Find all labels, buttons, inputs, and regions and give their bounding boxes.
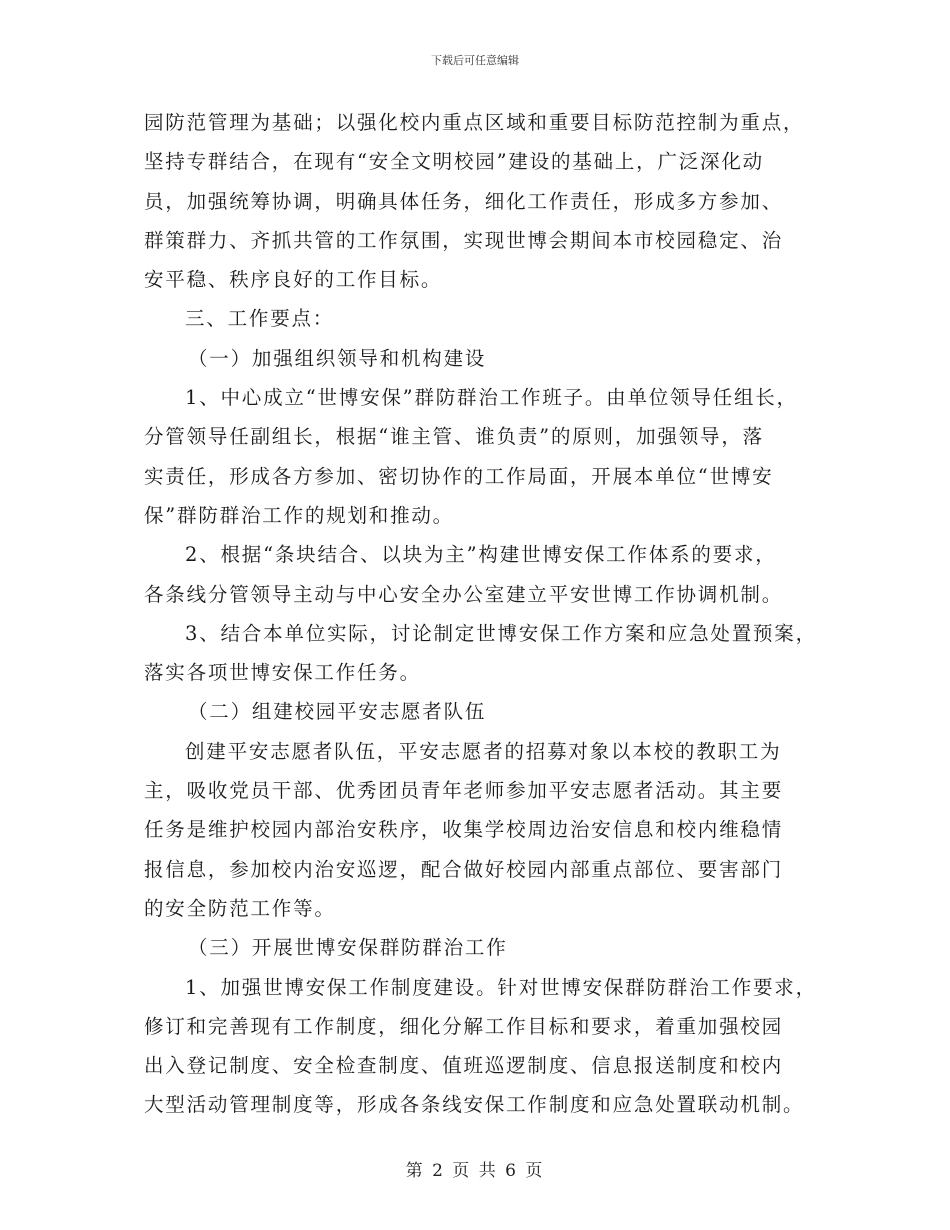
text-line: 坚持专群结合，在现有“安全文明校园”建设的基础上，广泛深化动 — [144, 150, 764, 174]
text-line: 园防范管理为基础；以强化校内重点区域和重要目标防范控制为重点， — [144, 111, 805, 134]
section-heading-line: （一）加强组织领导和机构建设 — [188, 346, 487, 370]
text-line: 各条线分管领导主动与中心安全办公室建立平安世博工作协调机制。 — [144, 582, 784, 606]
text-line: 1、加强世博安保工作制度建设。针对世博安保群防群治工作要求， — [185, 975, 817, 999]
text-line: 主，吸收党员干部、优秀团员青年老师参加平安志愿者活动。其主要 — [144, 779, 784, 803]
text-line: 分管领导任副组长，根据“谁主管、谁负责”的原则，加强领导，落 — [144, 425, 764, 449]
page-number-footer: 第 2 页 共 6 页 — [405, 1161, 545, 1181]
text-line: 1、中心成立“世博安保”群防群治工作班子。由单位领导任组长， — [185, 386, 798, 410]
section-heading-line: （二）组建校园平安志愿者队伍 — [188, 700, 487, 724]
text-line: 出入登记制度、安全检查制度、值班巡逻制度、信息报送制度和校内 — [144, 1054, 784, 1078]
text-line: 群策群力、齐抓共管的工作氛围，实现世博会期间本市校园稳定、治 — [144, 228, 784, 252]
text-line: 三、工作要点： — [185, 307, 335, 331]
text-line: 3、结合本单位实际，讨论制定世博安保工作方案和应急处置预案， — [185, 621, 817, 645]
text-line: 创建平安志愿者队伍，平安志愿者的招募对象以本校的教职工为 — [185, 739, 782, 763]
text-line: 实责任，形成各方参加、密切协作的工作局面，开展本单位“世博安 — [144, 464, 774, 488]
text-line: 任务是维护校园内部治安秩序，收集学校周边治安信息和校内维稳情 — [144, 818, 784, 842]
text-line: 大型活动管理制度等，形成各条线安保工作制度和应急处置联动机制。 — [144, 1093, 805, 1117]
page-header: 下载后可任意编辑 — [431, 54, 519, 67]
text-line: 安平稳、秩序良好的工作目标。 — [144, 268, 443, 292]
text-line: 报信息，参加校内治安巡逻，配合做好校园内部重点部位、要害部门 — [144, 857, 784, 881]
text-line: 员，加强统筹协调，明确具体任务，细化工作责任，形成多方参加、 — [144, 189, 784, 213]
text-line: 落实各项世博安保工作任务。 — [144, 661, 421, 685]
text-line: 的安全防范工作等。 — [144, 896, 336, 920]
text-line: 保”群防群治工作的规划和推动。 — [144, 503, 454, 527]
text-line: 2、根据“条块结合、以块为主”构建世博安保工作体系的要求， — [185, 543, 777, 567]
document-body — [144, 103, 824, 1125]
text-line: 修订和完善现有工作制度，细化分解工作目标和要求，着重加强校园 — [144, 1014, 784, 1038]
section-heading-line: （三）开展世博安保群防群治工作 — [188, 936, 508, 960]
